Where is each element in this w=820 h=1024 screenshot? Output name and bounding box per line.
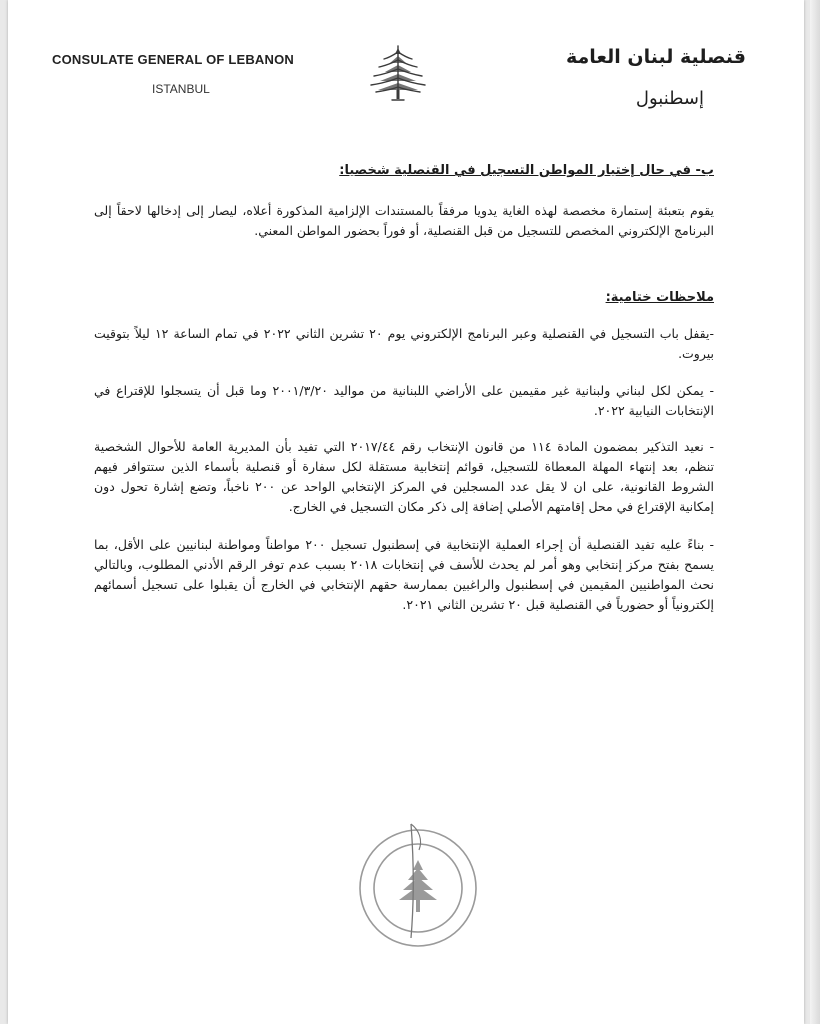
cedar-tree-icon	[368, 42, 428, 104]
consulate-name-arabic: قنصلية لبنان العامة	[566, 46, 746, 68]
consulate-name-english: CONSULATE GENERAL OF LEBANON	[52, 52, 295, 67]
closing-note-4: - بناءً عليه تفيد القنصلية أن إجراء العملية الإنتخابية في إسطنبول تسجيل ٢٠٠ مواطناً ومواطنة لبنانيين على الأقل، بما يسمح بفتح مركز إنتخابي وهو أمر لم يحدث للأسف في إنتخابات ٢٠١٨ بسبب عدم توفر الرقم الأدني المطلوب، وبالتالي نحث المواطنيين المقيمين في إسطنبول والراغبين بممارسة حقهم الإنتخابي في الخارج أن يقبلوا على تسجيل أسمائهم إلكترونياً أو حضورياً في القنصلية قبل ٢٠ تشرين الثاني ٢٠٢١.	[94, 537, 715, 612]
closing-note-3: - نعيد التذكير بمضمون المادة ١١٤ من قانون الإنتخاب رقم ٢٠١٧/٤٤ التي تفيد بأن المديرية العامة للأحوال الشخصية تنظم، بعد إنتهاء المهلة المعطاة للتسجيل، قوائم إنتخابية مستقلة لكل سفارة أو قنصلية بأسماء الذين ستتوافر فيهم الشروط القانونية، على ان لا يقل عدد المسجلين في المركز الإنتخابي الواحد عن ٢٠٠ ناخباً، وتضع إشارة تحول دون إمكانية الإقتراع في محل إقامتهم الأصلي إضافة إلى ذكر مكان التسجيل في الخارج.	[94, 439, 715, 514]
city-name-english: ISTANBUL	[152, 82, 210, 96]
page-edge-shadow	[810, 0, 820, 1024]
section-b-heading: ب- في حال إختيار المواطن التسجيل في القنصلية شخصيا:	[339, 163, 714, 178]
closing-notes-heading: ملاحظات ختامية:	[605, 290, 714, 305]
document-page	[8, 0, 804, 1024]
closing-note-2: - يمكن لكل لبناني ولبنانية غير مقيمين على الأراضي اللبنانية من مواليد ٢٠٠١/٣/٢٠ وما قبل أن يتسجلوا للإقتراع في الإنتخابات النيابية ٢٠٢٢.	[94, 383, 714, 418]
closing-note-1: -يقفل باب التسجيل في القنصلية وعبر البرنامج الإلكتروني يوم ٢٠ تشرين الثاني ٢٠٢٢ في تمام الساعة ١٢ ليلاً بتوقيت بيروت.	[94, 326, 714, 361]
city-name-arabic: إسطنبول	[635, 88, 704, 109]
section-b-paragraph: يقوم بتعبئة إستمارة مخصصة لهذه الغاية يدويا مرفقاً بالمستندات الإلزامية المذكورة أعلاه، ليصار إلى إدخالها لاحقاً إلى البرنامج الإلكتروني المخصص للتسجيل من قبل القنصلية، أو فوراً بحضور المواطن المعني.	[94, 203, 714, 238]
consulate-seal-stamp	[353, 820, 483, 950]
